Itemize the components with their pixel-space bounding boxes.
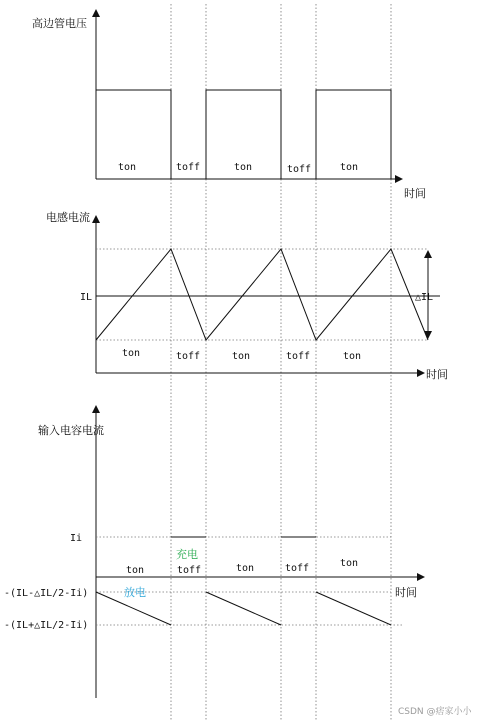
watermark: CSDN @痞家小小	[398, 707, 472, 717]
p3-seg-5: ton	[340, 558, 359, 569]
panel-input-capacitor-current	[4, 406, 424, 698]
p3-y-label: 输入电容电流	[38, 424, 104, 437]
p1-seg-3: ton	[234, 162, 253, 173]
panel-inductor-current	[46, 210, 448, 381]
p3-discharge-ramp-2	[206, 592, 281, 625]
p2-y-label: 电感电流	[46, 211, 90, 224]
p2-x-label: 时间	[426, 368, 448, 381]
p2-triangle-wave	[96, 249, 428, 340]
p3-seg-1: ton	[126, 565, 145, 576]
p3-level-mid: -(IL-△IL/2-Ii)	[4, 588, 89, 599]
p1-y-label: 高边管电压	[32, 17, 87, 30]
p1-seg-2: toff	[176, 162, 201, 173]
p3-level-bot: -(IL+△IL/2-Ii)	[4, 620, 89, 631]
p3-x-label: 时间	[395, 586, 417, 599]
p2-seg-2: toff	[176, 351, 201, 362]
p1-seg-5: ton	[340, 162, 359, 173]
p1-seg-4: toff	[287, 164, 312, 175]
p3-discharge-ramp-3	[316, 592, 391, 625]
p3-discharge-label: 放电	[124, 586, 146, 599]
p2-ripple-label: △IL	[415, 292, 434, 303]
p2-seg-3: ton	[232, 351, 251, 362]
p2-seg-4: toff	[286, 351, 311, 362]
p3-seg-2: toff	[177, 565, 202, 576]
p2-seg-5: ton	[343, 351, 362, 362]
panel-high-side-voltage	[32, 10, 426, 200]
p2-level-il: IL	[80, 292, 93, 303]
p1-x-label: 时间	[404, 187, 426, 200]
p3-level-ii: Ii	[70, 533, 83, 544]
p3-seg-3: ton	[236, 563, 255, 574]
p3-charge-label: 充电	[176, 548, 198, 561]
p2-seg-1: ton	[122, 348, 141, 359]
p3-seg-4: toff	[285, 563, 310, 574]
p1-seg-1: ton	[118, 162, 137, 173]
